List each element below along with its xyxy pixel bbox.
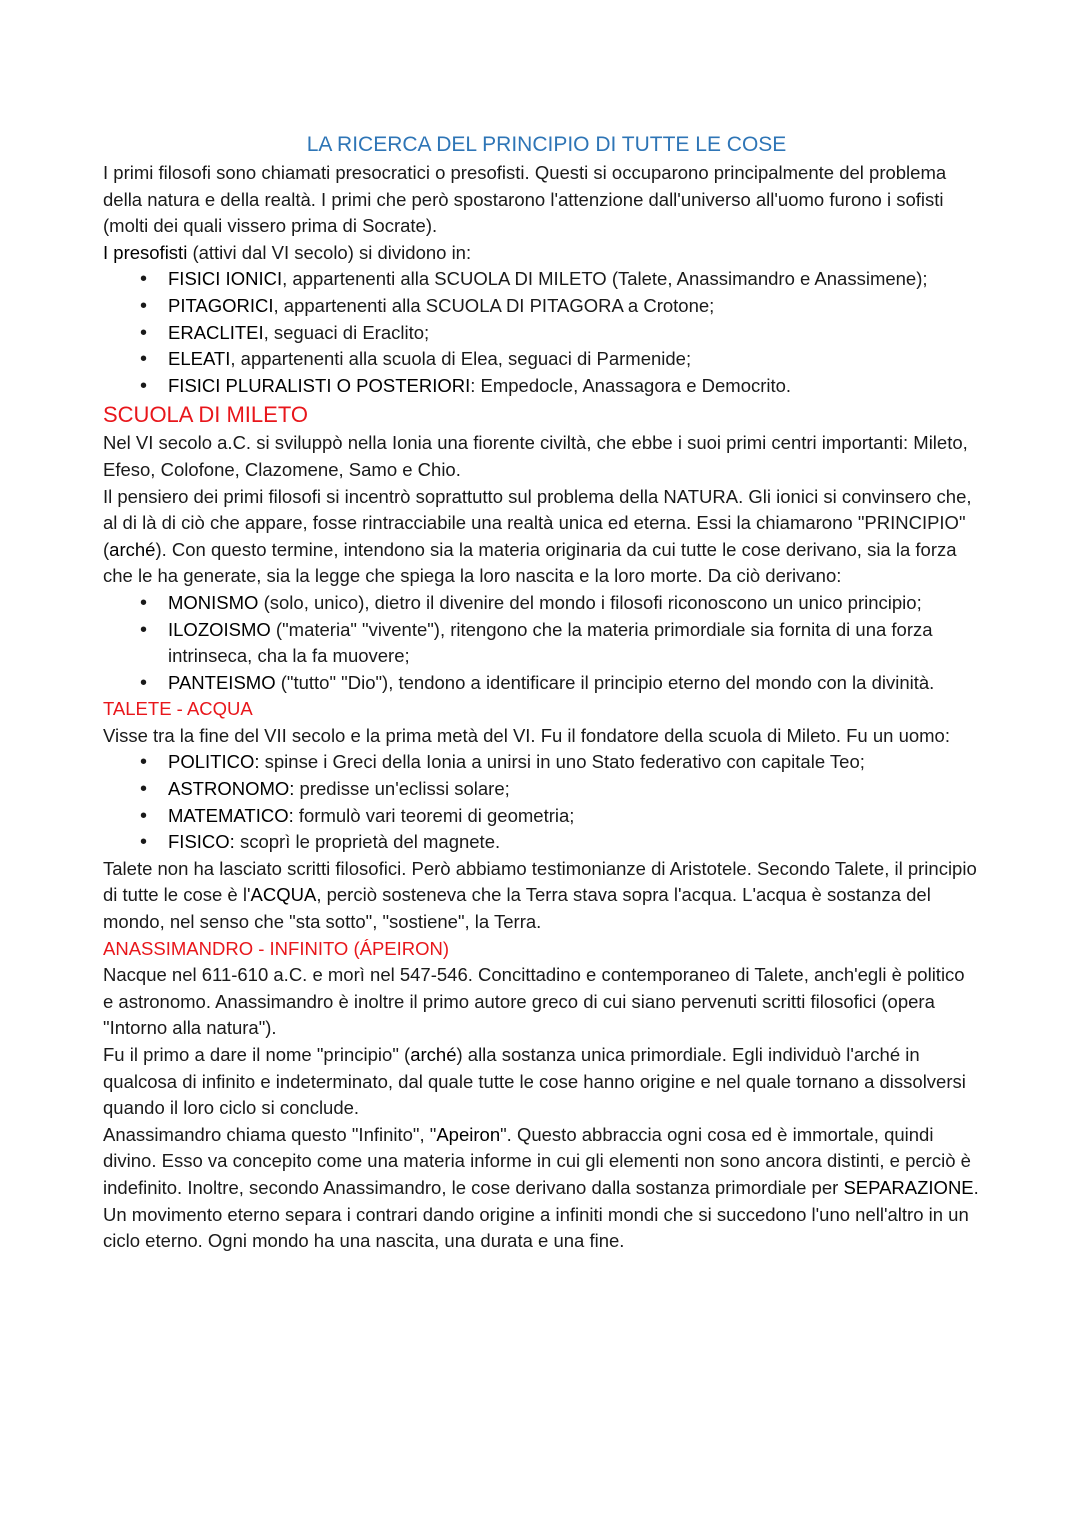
anassimandro-paragraph-1: Nacque nel 611-610 a.C. e morì nel 547-546. Concittadino e contemporaneo di Talete, anch'egli è politico e astronomo. Anassimandro è inoltre il primo autore greco di cui siano pervenuti scritti filosofici (opera "Intorno alla natura"). bbox=[103, 964, 965, 1039]
list-item: • MONISMO (solo, unico), dietro il divenire del mondo i filosofi riconoscono un unico principio; bbox=[168, 590, 980, 617]
section-heading-mileto: SCUOLA DI MILETO bbox=[103, 402, 308, 428]
talete-paragraph-2: Talete non ha lasciato scritti filosofici. Però abbiamo testimonianze di Aristotele. Secondo Talete, il principio di tutte le cose è l'ACQUA, perciò sosteneva che la Terra stava sopra l'acqua. L'acqua è sostanza del mondo, nel senso che "sta sotto", "sostiene", la Terra. bbox=[103, 857, 977, 933]
list-item: • FISICO: scoprì le proprietà del magnete. bbox=[168, 829, 980, 856]
presofisti-term: I presofisti bbox=[103, 241, 188, 263]
list-item: • FISICI PLURALISTI O POSTERIORI: Empedocle, Anassagora e Democrito. bbox=[168, 373, 980, 400]
talete-paragraph-1: Visse tra la fine del VII secolo e la prima metà del VI. Fu il fondatore della scuola di Mileto. Fu un uomo: bbox=[103, 724, 950, 746]
page-title: LA RICERCA DEL PRINCIPIO DI TUTTE LE COSE bbox=[306, 133, 787, 156]
anassimandro-paragraph-2: Fu il primo a dare il nome "principio" (arché) alla sostanza unica primordiale. Egli individuò l'arché in qualcosa di infinito e indeterminato, dal quale tutte le cose hanno origine e nel quale tornano a dissolversi quando il loro ciclo si conclude. bbox=[103, 1044, 966, 1119]
list-item: • PITAGORICI, appartenenti alla SCUOLA DI PITAGORA a Crotone; bbox=[168, 293, 980, 320]
list-item: • POLITICO: spinse i Greci della Ionia a unirsi in uno Stato federativo con capitale Teo; bbox=[168, 749, 980, 776]
talete-list bbox=[103, 749, 980, 855]
section-heading-anassimandro: ANASSIMANDRO - INFINITO (ÁPEIRON) bbox=[103, 937, 450, 959]
list-item: • ASTRONOMO: predisse un'eclissi solare; bbox=[168, 776, 980, 803]
list-item: • FISICI IONICI, appartenenti alla SCUOLA DI MILETO (Talete, Anassimandro e Anassimene); bbox=[168, 266, 980, 293]
mileto-paragraph-2: Il pensiero dei primi filosofi si incentrò soprattutto sul problema della NATURA. Gli ionici si convinsero che, al di là di ciò che appare, fosse rintracciabile una realtà unica ed eterna. Essi la chiamarono "PRINCIPIO" (arché). Con questo termine, intendono sia la materia originaria da cui tutte le cose derivano, sia la forza che le ha generate, sia la legge che spiega la loro nascita e la loro morte. Da ciò derivano: bbox=[103, 485, 972, 587]
mileto-list bbox=[103, 590, 980, 696]
list-item: • MATEMATICO: formulò vari teoremi di geometria; bbox=[168, 803, 980, 830]
list-item: • ELEATI, appartenenti alla scuola di Elea, seguaci di Parmenide; bbox=[168, 346, 980, 373]
section-heading-talete: TALETE - ACQUA bbox=[103, 698, 253, 720]
presofisti-paragraph: I presofisti (attivi dal VI secolo) si dividono in: bbox=[103, 241, 472, 263]
anassimandro-paragraph-3: Anassimandro chiama questo "Infinito", "Apeiron". Questo abbraccia ogni cosa ed è immortale, quindi divino. Esso va concepito come una materia informe in cui gli elementi non sono ancora distinti, e perciò è indefinito. Inoltre, secondo Anassimandro, le cose derivano dalla sostanza primordiale per SEPARAZIONE. Un movimento eterno separa i contrari dando origine a infiniti mondi che si succedono l'uno nell'altro in un ciclo eterno. Ogni mondo ha una nascita, una durata e una fine. bbox=[103, 1123, 979, 1252]
list-item: • PANTEISMO ("tutto" "Dio"), tendono a identificare il principio eterno del mondo con la divinità. bbox=[168, 670, 980, 697]
intro-paragraph: I primi filosofi sono chiamati presocratici o presofisti. Questi si occuparono principalmente del problema della natura e della realtà. I primi che però spostarono l'attenzione dall'universo all'uomo furono i sofisti (molti dei quali vissero prima di Socrate). bbox=[103, 162, 947, 237]
mileto-paragraph-1: Nel VI secolo a.C. si sviluppò nella Ionia una fiorente civiltà, che ebbe i suoi primi centri importanti: Mileto, Efeso, Colofone, Clazomene, Samo e Chio. bbox=[103, 432, 968, 480]
presofisti-list bbox=[103, 266, 980, 399]
list-item: • ERACLITEI, seguaci di Eraclito; bbox=[168, 320, 980, 347]
list-item: • ILOZOISMO ("materia" "vivente"), ritengono che la materia primordiale sia fornita di una forza intrinseca, cha la fa muovere; bbox=[168, 617, 980, 670]
